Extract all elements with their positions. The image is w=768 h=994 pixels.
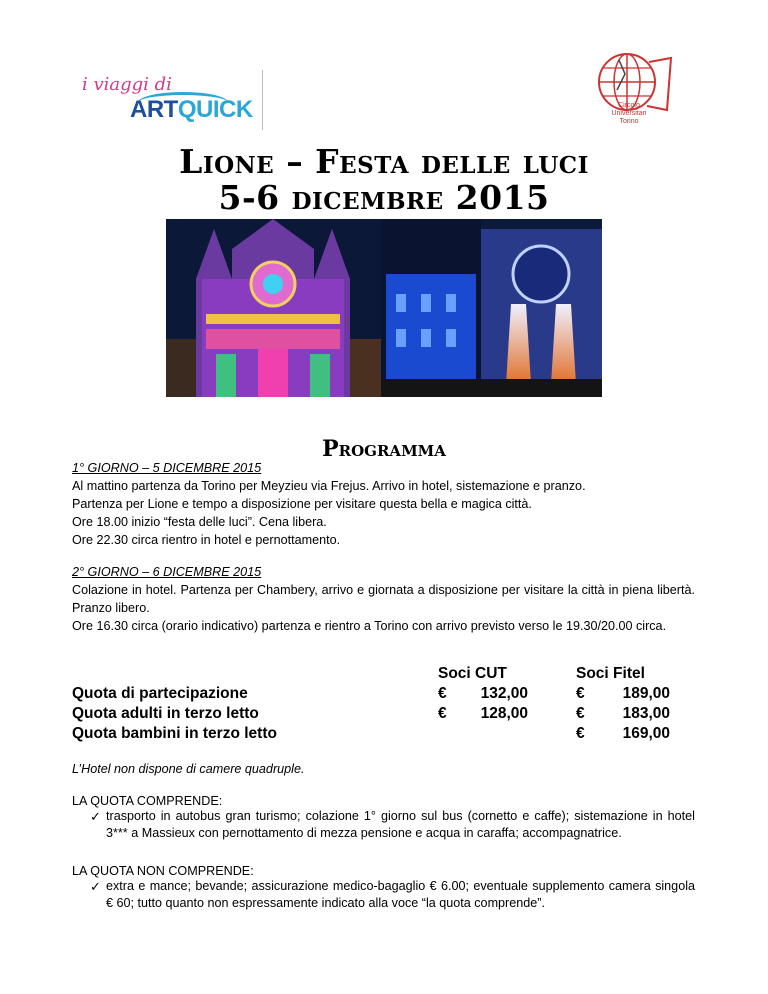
price-fitel-row-1: 189,00 <box>622 685 670 702</box>
price-cut-row-1: 132,00 <box>480 685 528 702</box>
price-label-row-1: Quota di partecipazione <box>72 685 248 702</box>
price-header-fitel: Soci Fitel <box>576 665 645 682</box>
price-currency-cut-2: € <box>438 705 447 722</box>
price-currency-fitel-2: € <box>576 705 585 722</box>
day2-paragraph-1: Colazione in hotel. Partenza per Chambery, arrivo e giornata a disposizione per visitare la città in piena libertà. Pranzo libero. <box>72 583 695 615</box>
day1-line-2: Partenza per Lione e tempo a disposizione per visitare questa bella e magica città. <box>72 497 532 511</box>
day1-heading: 1° GIORNO – 5 DICEMBRE 2015 <box>72 461 262 475</box>
section-title-programma: Programma <box>322 436 446 462</box>
day2-heading: 2° GIORNO – 6 DICEMBRE 2015 <box>72 565 262 579</box>
price-currency-cut-1: € <box>438 685 447 702</box>
logo-wordmark: ARTQUICK <box>130 96 253 123</box>
price-header-cut: Soci CUT <box>438 665 507 682</box>
price-currency-fitel-1: € <box>576 685 585 702</box>
price-label-row-3: Quota bambini in terzo letto <box>72 725 277 742</box>
page-title: Lione – Festa delle luci <box>179 142 589 181</box>
price-currency-fitel-3: € <box>576 725 585 742</box>
price-cut-row-2: 128,00 <box>480 705 528 722</box>
excludes-text: extra e mance; bevande; assicurazione medico-bagaglio € 6.00; eventuale supplemento camera singola € 60; tutto quanto non espressamente indicato alla voce “la quota comprende”. <box>106 879 695 910</box>
price-label-row-2: Quota adulti in terzo letto <box>72 705 259 722</box>
logo-label-1: Circolo <box>618 102 640 109</box>
excludes-check-icon: ✓ <box>90 879 101 894</box>
artquick-logo <box>72 70 263 130</box>
logo-label-3: Torino <box>619 118 639 125</box>
includes-check-icon: ✓ <box>90 809 101 824</box>
day1-line-4: Ore 22.30 circa rientro in hotel e pernottamento. <box>72 533 341 547</box>
includes-text: trasporto in autobus gran turismo; colazione 1° giorno sul bus (cornetto e caffe); sistemazione in hotel 3*** a Massieux con pernottamento di mezza pensione e acqua in caraffa; accompagnatrice. <box>106 809 695 840</box>
hotel-note: L’Hotel non dispone di camere quadruple. <box>72 762 305 776</box>
cut-globe-logo <box>589 50 681 130</box>
price-fitel-row-2: 183,00 <box>622 705 670 722</box>
page-subtitle-date: 5-6 dicembre 2015 <box>218 178 550 217</box>
logo-label-2: Universitari <box>611 110 647 117</box>
day1-line-3: Ore 18.00 inizio “festa delle luci”. Cena libera. <box>72 515 327 529</box>
logo-tagline: i viaggi di <box>82 74 172 95</box>
day1-line-1: Al mattino partenza da Torino per Meyzieu via Frejus. Arrivo in hotel, sistemazione e pranzo. <box>72 479 586 493</box>
price-fitel-row-3: 169,00 <box>622 725 670 742</box>
includes-heading: LA QUOTA COMPRENDE: <box>72 794 223 808</box>
excludes-heading: LA QUOTA NON COMPRENDE: <box>72 864 254 878</box>
day2-paragraph-2: Ore 16.30 circa (orario indicativo) partenza e rientro a Torino con arrivo previsto verso le 19.30/20.00 circa. <box>72 619 667 633</box>
hero-photo <box>166 219 602 397</box>
